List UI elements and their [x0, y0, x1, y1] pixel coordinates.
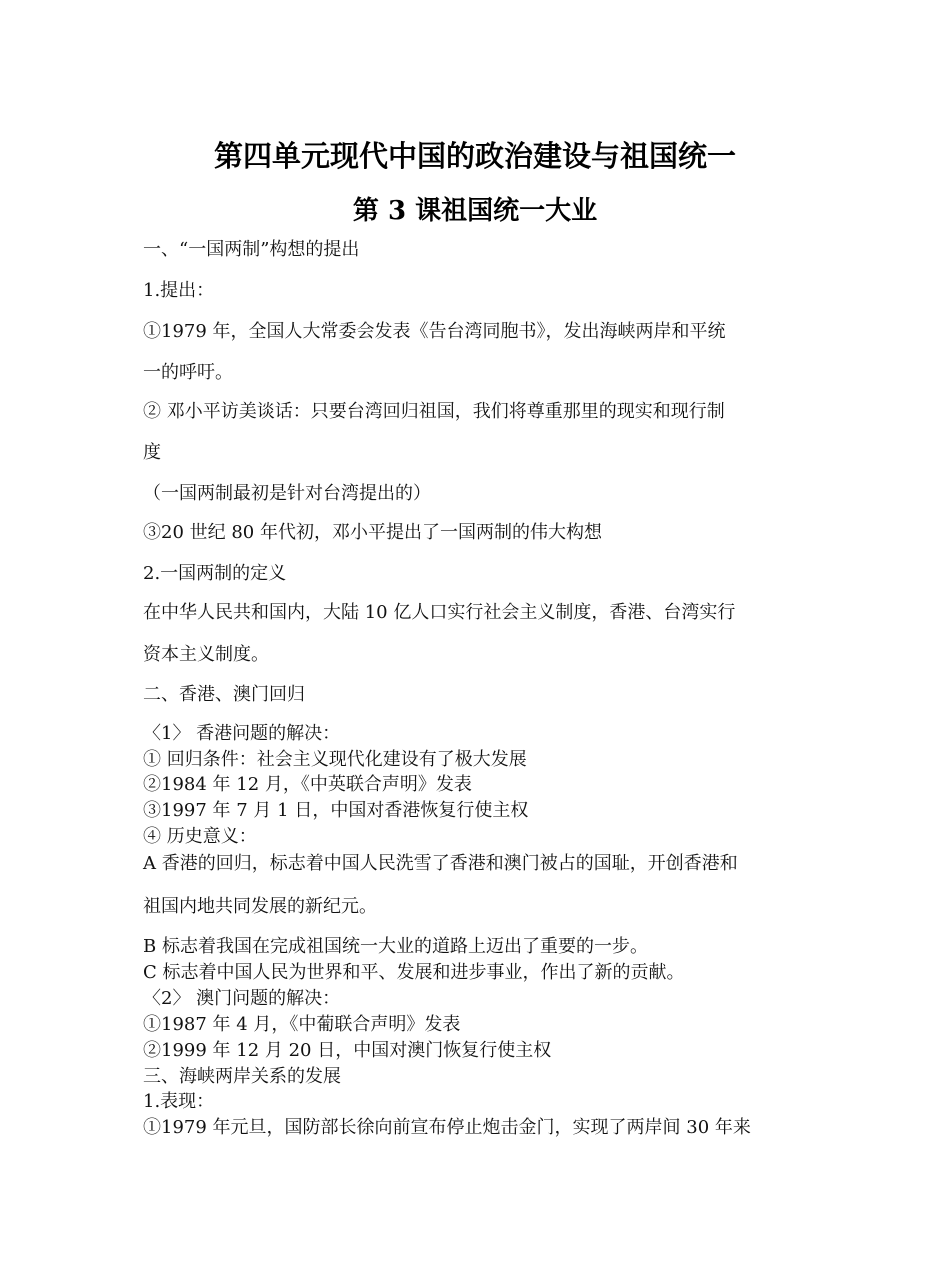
text-line: ③20 世纪 80 年代初，邓小平提出了一国两制的伟大构想: [143, 522, 602, 543]
text-line: 度: [143, 442, 161, 463]
text-line: （一国两制最初是针对台湾提出的）: [143, 483, 431, 504]
text-line: A 香港的回归，标志着中国人民洗雪了香港和澳门被占的国耻，开创香港和: [143, 853, 738, 874]
document-title: 第四单元现代中国的政治建设与祖国统一: [213, 139, 736, 173]
text-line: ②1999 年 12 月 20 日，中国对澳门恢复行使主权: [143, 1040, 552, 1061]
text-line: ①1979 年，全国人大常委会发表《告台湾同胞书》，发出海峡两岸和平统: [143, 321, 726, 342]
lesson-subtitle: 第 3 课祖国统一大业: [352, 196, 598, 226]
text-line: 2.一国两制的定义: [143, 563, 287, 584]
text-line: 资本主义制度。: [143, 644, 269, 665]
text-line: 1.表现：: [143, 1091, 215, 1112]
text-line: 〈1〉 香港问题的解决：: [143, 723, 341, 744]
text-line: 〈2〉 澳门问题的解决：: [143, 988, 341, 1009]
text-line: 在中华人民共和国内，大陆 10 亿人口实行社会主义制度，香港、台湾实行: [143, 602, 736, 623]
text-line: 一的呼吁。: [143, 362, 233, 383]
text-line: ①1987 年 4 月，《中葡联合声明》发表: [143, 1014, 461, 1035]
text-line: ④ 历史意义：: [143, 826, 257, 847]
text-line: ①1979 年元旦，国防部长徐向前宣布停止炮击金门，实现了两岸间 30 年来: [143, 1117, 751, 1138]
text-line: C 标志着中国人民为世界和平、发展和进步事业，作出了新的贡献。: [143, 962, 685, 983]
section-heading: 三、海峡两岸关系的发展: [143, 1066, 341, 1087]
text-line: ② 邓小平访美谈话：只要台湾回归祖国，我们将尊重那里的现实和现行制: [143, 401, 725, 422]
text-line: 祖国内地共同发展的新纪元。: [143, 896, 377, 917]
text-line: ②1984 年 12 月，《中英联合声明》发表: [143, 774, 472, 795]
text-line: 1.提出：: [143, 280, 215, 301]
text-line: ③1997 年 7 月 1 日，中国对香港恢复行使主权: [143, 800, 529, 821]
text-line: B 标志着我国在完成祖国统一大业的道路上迈出了重要的一步。: [143, 936, 648, 957]
section-heading: 二、香港、澳门回归: [143, 684, 305, 705]
section-heading: 一、“一国两制”构想的提出: [143, 239, 360, 260]
text-line: ① 回归条件：社会主义现代化建设有了极大发展: [143, 749, 527, 770]
